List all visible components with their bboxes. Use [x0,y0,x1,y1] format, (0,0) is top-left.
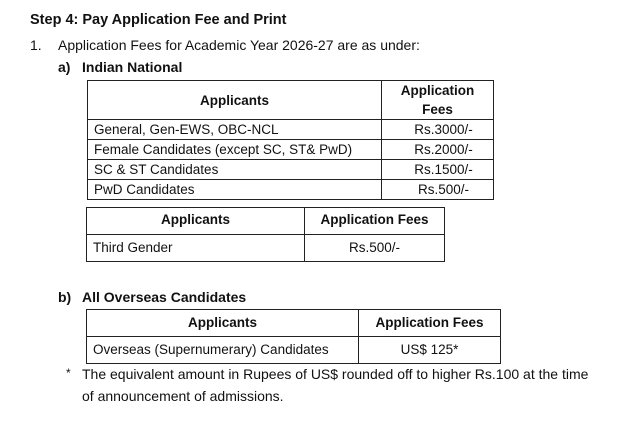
footnote-line-1: The equivalent amount in Rupees of US$ rounded off to higher Rs.100 at the time [82,366,589,382]
application-fees-header: Application Fees [359,310,501,337]
table-header-row [88,81,494,120]
table-row [87,337,501,364]
fee-cell: Rs.500/- [382,180,494,200]
application-fees-header: Application Fees [305,208,445,235]
section-b-label: b) [58,289,72,305]
application-fees-header: Application Fees [382,81,494,120]
table-header-row [87,208,445,235]
section-a-title: Indian National [82,59,183,75]
table-header-row [87,310,501,337]
section-a-heading [58,59,182,75]
applicant-cell: PwD Candidates [88,180,382,200]
applicants-header: Applicants [87,310,359,337]
applicant-cell: Overseas (Supernumerary) Candidates [87,337,359,364]
fee-cell: US$ 125* [359,337,501,364]
fee-cell: Rs.1500/- [382,160,494,180]
list-number: 1. [30,37,42,53]
fee-cell: Rs.500/- [305,235,445,262]
fee-cell: Rs.2000/- [382,140,494,160]
fees-intro-text: Application Fees for Academic Year 2026-27 are as under: [58,37,420,53]
overseas-fee-table [86,309,501,364]
indian-national-fee-table [87,80,494,200]
table-row [88,120,494,140]
section-b-heading [58,289,246,305]
table-row [87,235,445,262]
table-row [88,180,494,200]
applicant-cell: General, Gen-EWS, OBC-NCL [88,120,382,140]
applicant-cell: SC & ST Candidates [88,160,382,180]
fees-intro [30,37,420,53]
footnote-marker: * [66,366,71,380]
footnote-line-2: of announcement of admissions. [82,388,284,404]
applicants-header: Applicants [88,81,382,120]
third-gender-fee-table [86,207,445,262]
applicant-cell: Female Candidates (except SC, ST& PwD) [88,140,382,160]
table-row [88,140,494,160]
fee-cell: Rs.3000/- [382,120,494,140]
table-row [88,160,494,180]
section-a-label: a) [58,59,71,75]
applicants-header: Applicants [87,208,305,235]
applicant-cell: Third Gender [87,235,305,262]
footnote [66,366,588,382]
section-b-title: All Overseas Candidates [82,289,247,305]
page-title: Step 4: Pay Application Fee and Print [30,12,287,28]
